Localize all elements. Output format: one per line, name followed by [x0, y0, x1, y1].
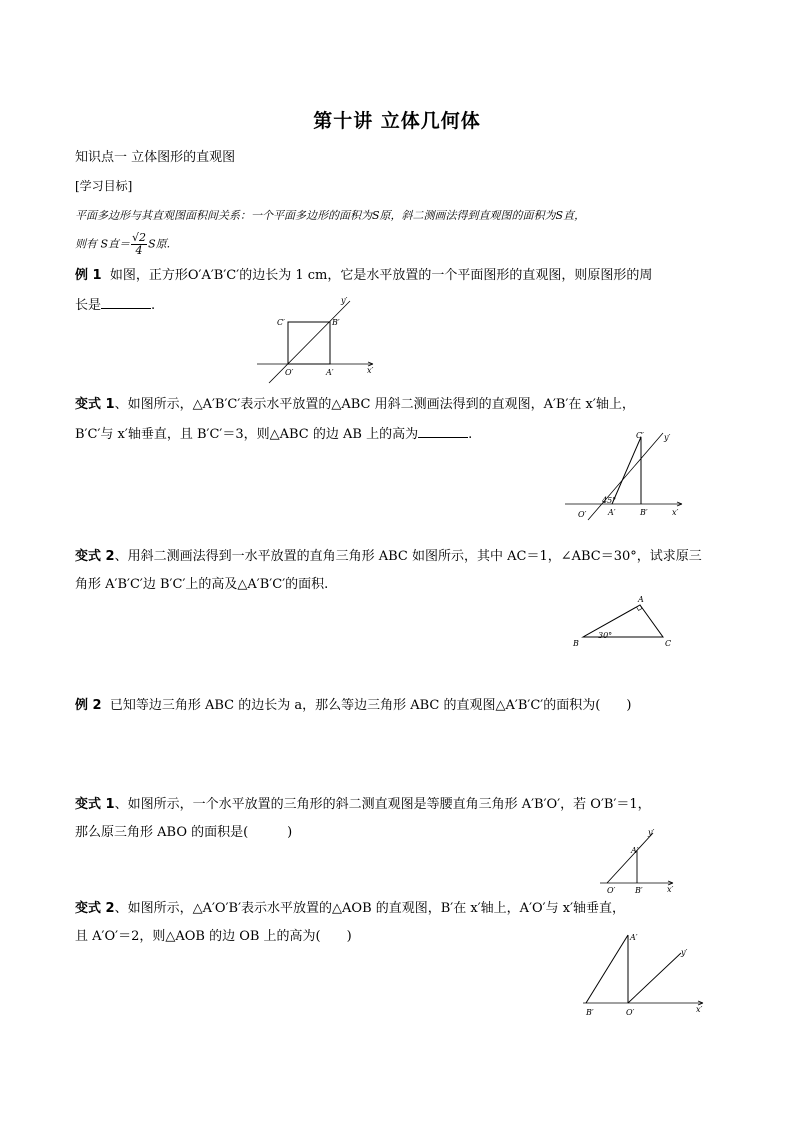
label-c: C — [665, 639, 672, 648]
label-c: C′ — [277, 318, 285, 327]
intro-line-1: 平面多边形与其直观图面积间关系：一个平面多边形的面积为S原，斜二测画法得到直观图的面积为S直， — [75, 209, 586, 222]
label-b: B — [573, 639, 579, 648]
ex1-text-2-end: . — [151, 298, 156, 313]
var1b-line-1 — [75, 797, 651, 813]
triangle-abc — [583, 605, 663, 637]
fraction-numerator: √2 — [132, 231, 147, 244]
intro-prefix: 则有 S直＝ — [75, 237, 131, 251]
label-angle: 45° — [602, 496, 617, 505]
intro-line-2 — [75, 232, 170, 257]
label-b: B′ — [640, 508, 648, 517]
var1a-text-1: 、如图所示，△A′B′C′表示水平放置的△ABC 用斜二测画法得到的直观图，A′B′在 x′轴上， — [114, 397, 635, 412]
ex1-figure — [255, 295, 380, 385]
page-title: 第十讲 立体几何体 — [313, 110, 481, 132]
label-x: x′ — [667, 885, 674, 894]
label-angle: 30° — [598, 631, 613, 640]
ex1-text-1: 如图，正方形O′A′B′C′的边长为 1 cm，它是水平放置的一个平面图形的直观图，则原图形的周 — [109, 268, 653, 283]
label-a: A′ — [326, 368, 334, 377]
label-b: B′ — [332, 318, 340, 327]
ex1-text-2: 长是 — [75, 298, 102, 313]
var1a-label: 变式 1 — [75, 397, 115, 412]
var1b-text-1: 、如图所示，一个水平放置的三角形的斜二测直观图是等腰直角三角形 A′B′O′，若 O′B′＝1， — [114, 797, 651, 812]
side-ab — [586, 935, 628, 1003]
label-x: x′ — [672, 508, 679, 517]
ex2-line-1 — [75, 698, 631, 714]
intro-suffix: S原. — [148, 237, 171, 251]
y-axis — [588, 433, 663, 520]
label-x: x′ — [696, 1005, 703, 1014]
var2a-line-1 — [75, 549, 702, 565]
var1a-line-2 — [75, 425, 472, 443]
var1b-figure — [595, 825, 680, 895]
ex1-label: 例 1 — [75, 268, 102, 283]
label-a: A′ — [631, 846, 639, 855]
label-o: O′ — [578, 510, 587, 519]
var1a-figure — [560, 425, 685, 520]
var2b-line-2: 且 A′O′＝2，则△AOB 的边 OB 上的高为( ) — [75, 929, 352, 944]
var1a-line-1 — [75, 397, 635, 413]
label-y: y′ — [681, 948, 688, 957]
label-o: O′ — [626, 1008, 635, 1017]
label-b: B′ — [635, 886, 643, 895]
var1a-text-2-end: . — [468, 427, 473, 442]
label-a: A′ — [630, 933, 638, 942]
var2a-label: 变式 2 — [75, 549, 115, 564]
ex1-line-1 — [75, 268, 652, 284]
var2a-line-2: 角形 A′B′C′边 B′C′上的高及△A′B′C′的面积. — [75, 577, 329, 592]
ex2-label: 例 2 — [75, 698, 102, 713]
y-axis — [628, 953, 681, 1003]
var2b-text-1: 、如图所示，△A′O′B′表示水平放置的△AOB 的直观图，B′在 x′轴上，A′O′与 x′轴垂直， — [114, 901, 626, 916]
label-a: A — [638, 595, 644, 604]
answer-blank — [101, 296, 151, 309]
ex1-line-2 — [75, 296, 155, 314]
label-y: y′ — [341, 296, 348, 305]
label-c: C′ — [636, 431, 644, 440]
label-a: A′ — [608, 508, 616, 517]
var2b-label: 变式 2 — [75, 901, 115, 916]
var2a-figure — [568, 592, 680, 652]
y-axis — [607, 833, 653, 883]
section-heading: 知识点一 立体图形的直观图 — [75, 150, 236, 165]
ex2-text-1: 已知等边三角形 ABC 的边长为 a，那么等边三角形 ABC 的直观图△A′B′C′的面积为( ) — [109, 698, 632, 713]
var1a-text-2: B′C′与 x′轴垂直，且 B′C′＝3，则△ABC 的边 AB 上的高为 — [75, 427, 419, 442]
label-x: x′ — [367, 366, 374, 375]
var1b-line-2: 那么原三角形 ABO 的面积是( ) — [75, 825, 293, 840]
var2b-line-1 — [75, 901, 625, 917]
intro-fraction — [131, 232, 147, 257]
fraction-denominator: 4 — [135, 244, 143, 257]
answer-blank — [418, 425, 468, 438]
label-o: O′ — [607, 886, 616, 895]
side-ac — [612, 437, 641, 504]
label-y: y′ — [664, 433, 671, 442]
objectives-label: [学习目标] — [75, 179, 133, 193]
var1b-label: 变式 1 — [75, 797, 115, 812]
y-axis — [269, 301, 350, 383]
var2a-text-1: 、用斜二测画法得到一水平放置的直角三角形 ABC 如图所示，其中 AC＝1，∠ABC＝30°，试求原三 — [114, 549, 702, 564]
var2b-figure — [578, 925, 708, 1020]
label-y: y′ — [648, 828, 655, 837]
label-b: B′ — [586, 1008, 594, 1017]
label-o: O′ — [285, 368, 294, 377]
